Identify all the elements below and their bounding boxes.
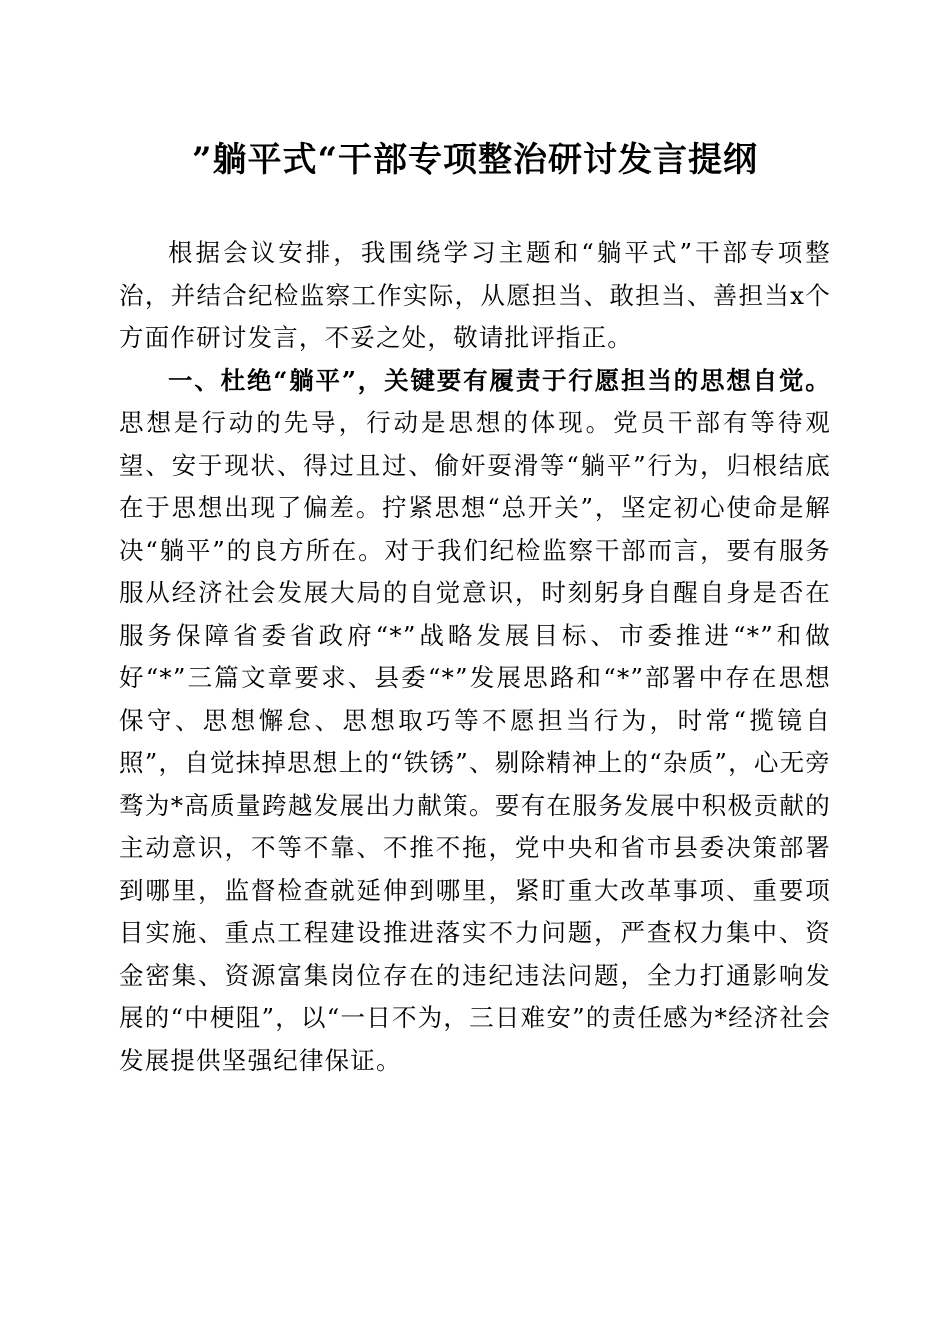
intro-paragraph: 根据会议安排，我围绕学习主题和“躺平式”干部专项整治，并结合纪检监察工作实际，从愿担当、敢担当、善担当x个方面作研讨发言，不妥之处，敬请批评指正。 — [119, 238, 831, 352]
section-1-paragraph — [119, 360, 831, 1083]
section-1-body: 思想是行动的先导，行动是思想的体现。党员干部有等待观望、安于现状、得过且过、偷奸耍滑等“躺平”行为，归根结底在于思想出现了偏差。拧紧思想“总开关”，坚定初心使命是解决“躺平”的良方所在。对于我们纪检监察干部而言，要有服务服从经济社会发展大局的自觉意识，时刻躬身自醒自身是否在服务保障省委省政府“*”战略发展目标、市委推进“*”和做好“*”三篇文章要求、县委“*”发展思路和“*”部署中存在思想保守、思想懈怠、思想取巧等不愿担当行为，时常“揽镜自照”，自觉抹掉思想上的“铁锈”、剔除精神上的“杂质”，心无旁骛为*高质量跨越发展出力献策。要有在服务发展中积极贡献的主动意识，不等不靠、不推不拖，党中央和省市县委决策部署到哪里，监督检查就延伸到哪里，紧盯重大改革事项、重要项目实施、重点工程建设推进落实不力问题，严查权力集中、资金密集、资源富集岗位存在的违纪违法问题，全力打通影响发展的“中梗阻”，以“一日不为，三日难安”的责任感为*经济社会发展提供坚强纪律保证。 — [119, 408, 831, 1075]
section-1-heading: 一、杜绝“躺平”，关键要有履责于行愿担当的思想自觉。 — [168, 365, 831, 395]
document-title: ”躺平式“干部专项整治研讨发言提纲 — [191, 140, 759, 180]
document-body — [119, 232, 831, 1082]
